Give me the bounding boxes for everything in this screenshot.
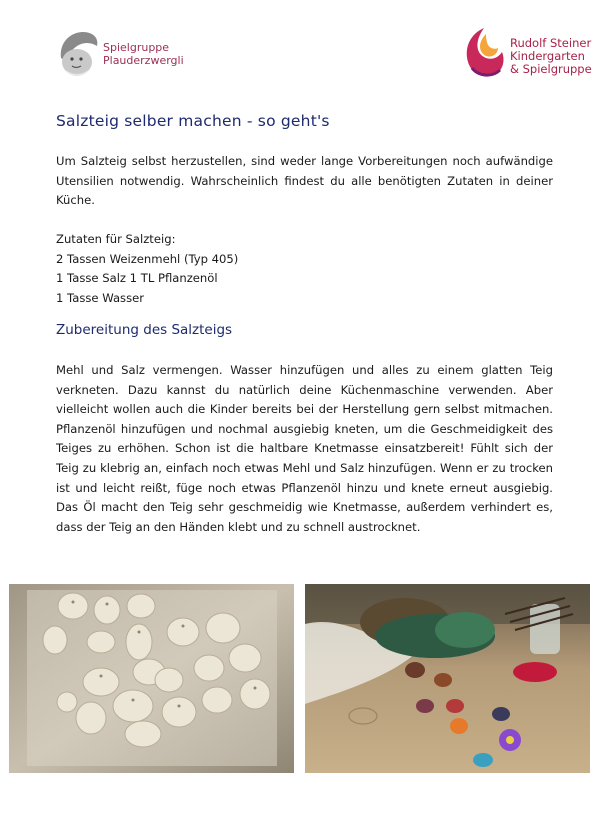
ingredients-heading: Zutaten für Salzteig: xyxy=(56,232,176,246)
flame-logo-icon xyxy=(462,24,508,82)
ingredient-item: 1 Tasse Wasser xyxy=(56,290,145,305)
logo-line-2: Kindergarten xyxy=(510,49,585,63)
ingredient-item: 2 Tassen Weizenmehl (Typ 405) xyxy=(56,251,239,266)
spielgruppe-logo xyxy=(55,28,195,78)
logo-line-2: Plauderzwergli xyxy=(103,54,184,67)
page-title: Salzteig selber machen - so geht's xyxy=(56,112,330,130)
spielgruppe-name xyxy=(103,41,184,67)
logo-line-1: Spielgruppe xyxy=(103,41,170,54)
steiner-logo xyxy=(462,24,602,84)
logo-line-3: & Spielgruppe xyxy=(510,62,592,76)
gnome-icon xyxy=(55,28,103,78)
ingredients-list xyxy=(56,230,238,308)
logo-line-1: Rudolf Steiner xyxy=(510,36,592,50)
salt-dough-shapes-photo xyxy=(9,584,294,773)
ingredient-item: 1 Tasse Salz 1 TL Pflanzenöl xyxy=(56,271,218,286)
intro-paragraph: Um Salzteig selbst herzustellen, sind weder lange Vorbereitungen noch aufwändige Utensilien notwendig. Wahrscheinlich findest du alle benötigten Zutaten in deiner Küche. xyxy=(56,154,553,208)
painted-dough-table-photo xyxy=(305,584,590,773)
preparation-heading: Zubereitung des Salzteigs xyxy=(56,322,233,338)
steiner-name xyxy=(510,37,592,76)
instructions-paragraph: Mehl und Salz vermengen. Wasser hinzufügen und alles zu einem glatten Teig verkneten. Dazu kannst du natürlich deine Küchenmaschine verwenden. Aber vielleicht wollen auch die Kinder bereits bei der Herstellung gern selbst mitmachen. Pflanzenöl hinzufügen und nochmal ausgiebig kneten, um die Geschmeidigkeit des Teiges zu erhöhen. Schon ist die haltbare Knetmasse einsatzbereit! Fühlt sich der Teig zu klebrig an, einfach noch etwas Mehl und Salz hinzufügen. Wenn er zu trocken ist und leicht reißt, füge noch etwas Pflanzenöl hinzu und knete erneut ausgiebig. Das Öl macht den Teig sehr geschmeidig wie Knetmasse, außerdem verhindert es, dass der Teig an den Händen klebt und zu schnell austrocknet. xyxy=(56,363,553,534)
